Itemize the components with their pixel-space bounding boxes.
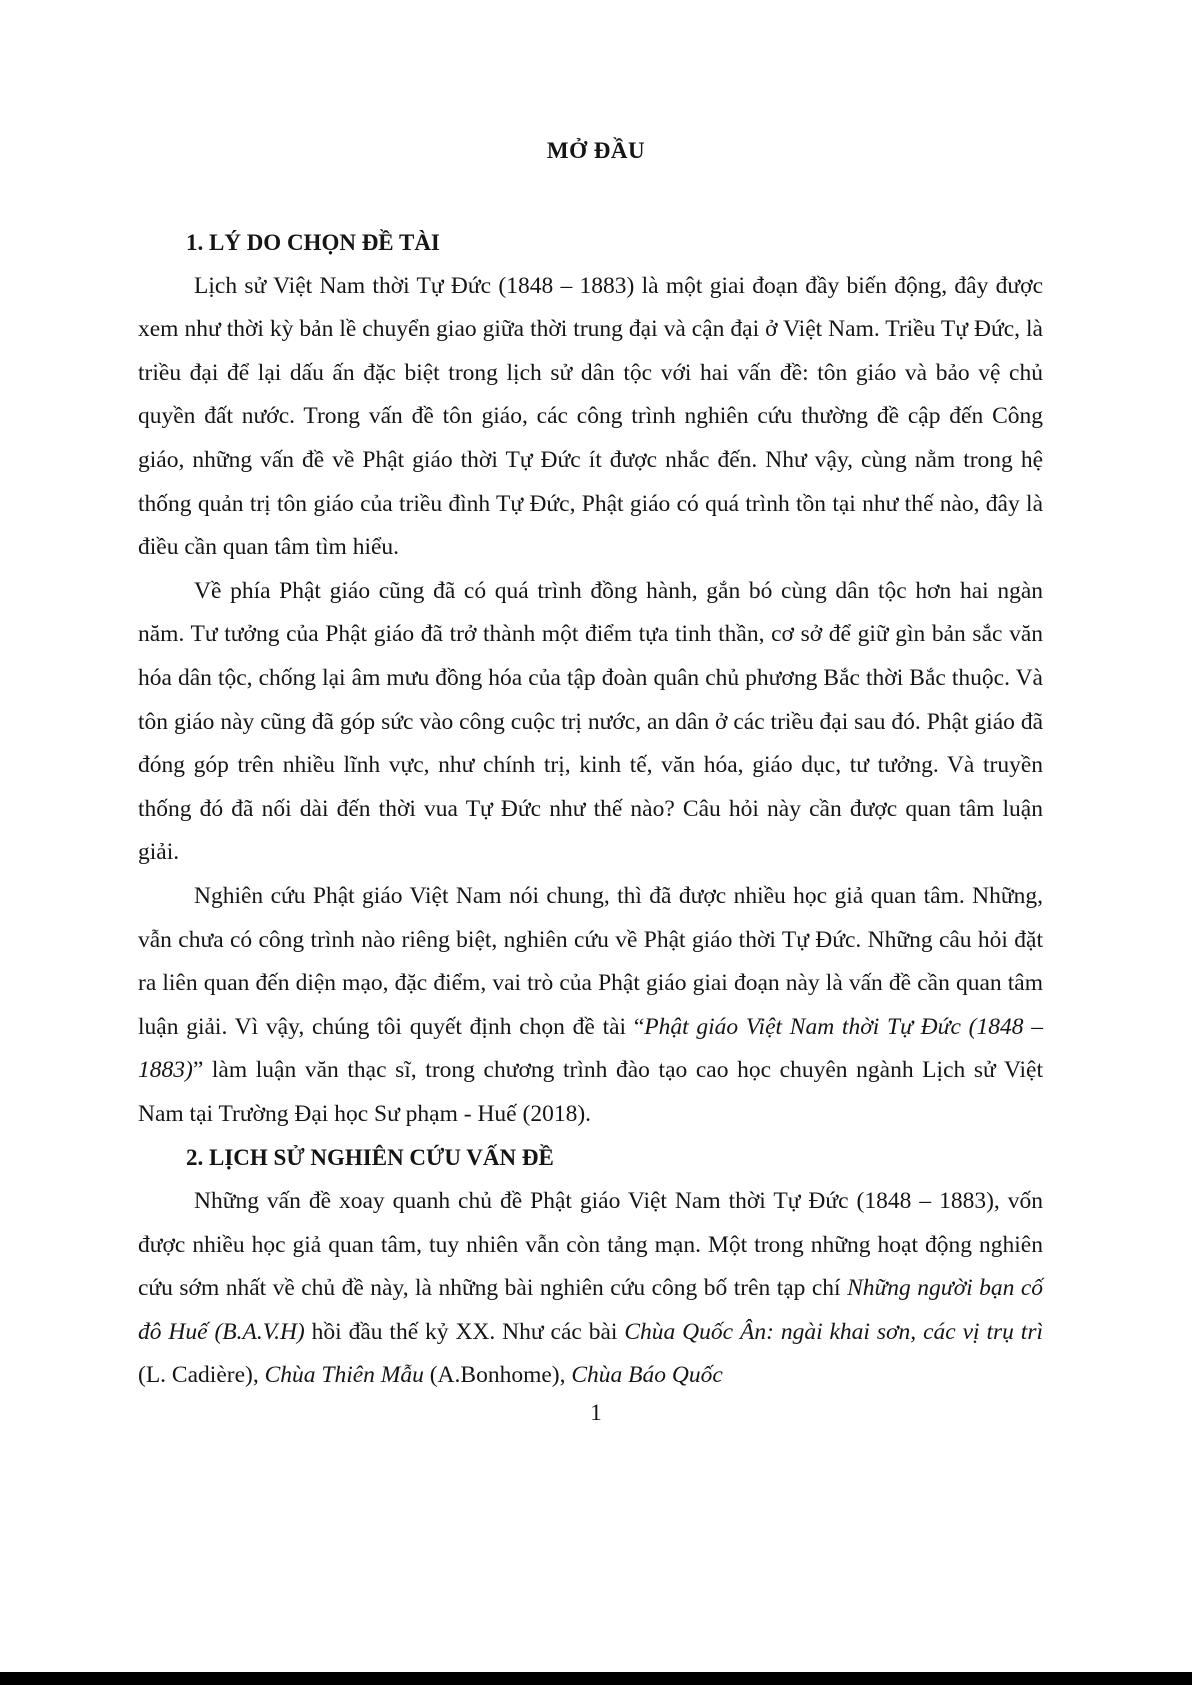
paragraph-text: Lịch sử Việt Nam thời Tự Đức (1848 – 1883) là một giai đoạn đầy biến động, đây được xem như thời kỳ bản lề chuyển giao giữa thời trung đại và cận đại ở Việt Nam. Triều Tự Đức, là triều đại để lại dấu ấn đặc biệt trong lịch sử dân tộc với hai vấn đề: tôn giáo và bảo vệ chủ quyền đất nước. Trong vấn đề tôn giáo, các công trình nghiên cứu thường đề cập đến Công giáo, những vấn đề về Phật giáo thời Tự Đức ít được nhắc đến. Như vậy, cùng nằm trong hệ thống quản trị tôn giáo của triều đình Tự Đức, Phật giáo có quá trình tồn tại như thế nào, đây là điều cần quan tâm tìm hiểu. [138,272,1043,561]
paragraph-text: Những vấn đề xoay quanh chủ đề Phật giáo Việt Nam thời Tự Đức (1848 – 1883), vốn được nhiều học giả quan tâm, tuy nhiên vẫn còn tảng mạn. Một trong những hoạt động nghiên cứu sớm nhất về chủ đề này, là những bài nghiên cứu công bố trên tạp chí [138,1188,1043,1302]
page-title: MỞ ĐẦU [546,138,646,163]
bottom-edge-bar [0,1672,1192,1685]
paragraph-2-1 [138,1180,1043,1398]
paragraph-text: Nghiên cứu Phật giáo Việt Nam nói chung, thì đã được nhiều học giả quan tâm. Những, vẫn chưa có công trình nào riêng biệt, nghiên cứu về Phật giáo thời Tự Đức. Những câu hỏi đặt ra liên quan đến diện mạo, đặc điểm, vai trò của Phật giáo giai đoạn này là vấn đề cần quan tâm luận giải. Vì vậy, chúng tôi quyết định chọn đề tài “ [138,882,1043,1040]
paragraph-text: (L. Cadière), [138,1362,265,1389]
paragraph-1-2 [138,570,1043,875]
document-body [138,221,1043,1398]
paragraph-text: hồi đầu thế kỷ XX. Như các bài [304,1318,625,1345]
italic-journal-title: Những người bạn cố đô Huế (B.A.V.H) [138,1275,1044,1345]
paragraph-text: ” làm luận văn thạc sĩ, trong chương trình đào tạo cao học chuyên ngành Lịch sử Việt Nam tại Trường Đại học Sư phạm - Huế (2018). [138,1057,1043,1127]
page-number: 1 [590,1400,602,1425]
paragraph-1-3 [138,875,1043,1137]
section-heading-2: 2. LỊCH SỬ NGHIÊN CỨU VẤN ĐỀ [186,1145,554,1171]
italic-article-title: Chùa Thiên Mẫu [264,1362,424,1389]
italic-thesis-title: Phật giáo Việt Nam thời Tự Đức (1848 – 1883) [138,1013,1043,1084]
section-heading-1: 1. LÝ DO CHỌN ĐỀ TÀI [186,230,440,255]
italic-article-title: Chùa Báo Quốc [571,1362,723,1389]
paragraph-text: Về phía Phật giáo cũng đã có quá trình đồng hành, gắn bó cùng dân tộc hơn hai ngàn năm. Tư tưởng của Phật giáo đã trở thành một điểm tựa tinh thần, cơ sở để giữ gìn bản sắc văn hóa dân tộc, chống lại âm mưu đồng hóa của tập đoàn quân chủ phương Bắc thời Bắc thuộc. Và tôn giáo này cũng đã góp sức vào công cuộc trị nước, an dân ở các triều đại sau đó. Phật giáo đã đóng góp trên nhiều lĩnh vực, như chính trị, kinh tế, văn hóa, giáo dục, tư tưởng. Và truyền thống đó đã nối dài đến thời vua Tự Đức như thế nào? Câu hỏi này cần được quan tâm luận giải. [138,577,1043,866]
italic-article-title: Chùa Quốc Ân: ngài khai sơn, các vị trụ trì [624,1318,1043,1345]
paragraph-1-1 [138,265,1043,570]
paragraph-text: (A.Bonhome), [423,1362,572,1389]
